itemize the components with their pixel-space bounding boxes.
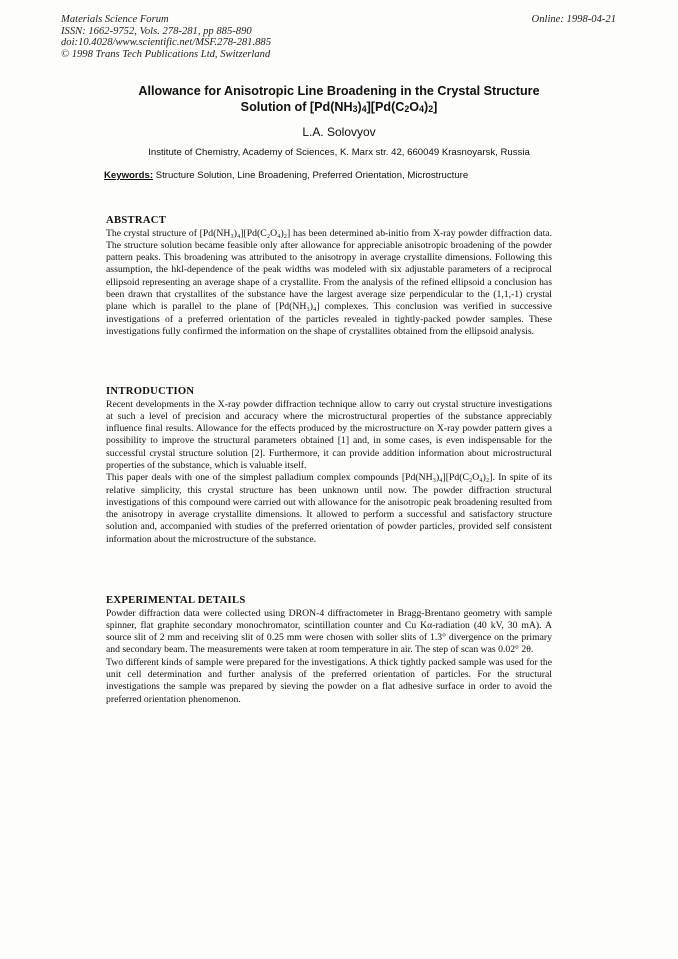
title-line-1: Allowance for Anisotropic Line Broadening in the Crystal Structure (138, 84, 540, 98)
experimental-heading: EXPERIMENTAL DETAILS (106, 595, 246, 606)
keywords-text: Structure Solution, Line Broadening, Preferred Orientation, Microstructure (153, 170, 469, 181)
keywords (104, 170, 468, 181)
paper-title (90, 83, 588, 115)
journal-doi: doi:10.4028/www.scientific.net/MSF.278-281.885 (61, 37, 271, 49)
abstract-text: The crystal structure of [Pd(NH₃)₄][Pd(C₂O₄)₂] has been determined ab-initio from X-ray powder diffraction data. The structure solution became feasible only after allowance for appreciable anisotropic broadening of the powder pattern peaks. This broadening was attributed to the anisotropy in average crystallite dimensions. Following this assumption, the hkl-dependence of the peak widths was modeled with six adjustable parameters of a reciprocal ellipsoid representing an average shape of a crystallite. From the analysis of the refined ellipsoid a conclusion has been drawn that crystallites of the substance have the largest average size perpendicular to the (1,1,-1) crystal plane which is parallel to the plane of [Pd(NH₃)₄] complexes. This conclusion was verified in successive investigations of a preferred orientation of the particles revealed in tightly-packed powder samples. These investigations fully confirmed the information on the shape of crystallites obtained from the ellipsoid analysis. (106, 227, 552, 337)
keywords-label: Keywords: (104, 170, 154, 181)
introduction-paragraph-2: This paper deals with one of the simplest palladium complex compounds [Pd(NH₃)₄][Pd(C₂O₄)₂]. In spite of its relative simplicity, this crystal structure has been unknown until now. The powder diffraction structural investigations of this compound were carried out with allowance for the anisotropic peak broadening resulted from the anisotropy in average crystallite dimensions. It allowed to perform a successful and satisfactory structure solution and, accompanied with studies of the preferred orientation of powder particles, provided self consistent information about the microstructure of the substance. (106, 472, 552, 545)
journal-header (61, 14, 271, 60)
introduction-section (106, 386, 552, 546)
abstract-section (106, 215, 552, 338)
experimental-section (106, 595, 552, 706)
journal-name: Materials Science Forum (61, 14, 169, 25)
online-date: Online: 1998-04-21 (531, 14, 616, 25)
author-affiliation: Institute of Chemistry, Academy of Sciences, K. Marx str. 42, 660049 Krasnoyarsk, Russia (148, 147, 530, 158)
introduction-heading: INTRODUCTION (106, 386, 195, 397)
introduction-paragraph-1: Recent developments in the X-ray powder diffraction technique allow to carry out crystal structure investigations at such a level of precision and accuracy where the microstructural properties of the substance appreciably influence final results. Allowance for the effects produced by the microstructure on X-ray powder pattern gives a possibility to improve the structural parameters obtained [1] and, in some cases, is even indispensable for the successful crystal structure solution [2]. Furthermore, it can provide addition information about microstructural properties of the substance, which is valuable itself. (106, 398, 552, 471)
experimental-paragraph-1: Powder diffraction data were collected using DRON-4 diffractometer in Bragg-Brentano geometry with sample spinner, flat graphite secondary monochromator, scintillation counter and Cu Kα-radiation (40 kV, 30 mA). A source slit of 2 mm and receiving slit of 0.25 mm were chosen with soller slits of 1.3° divergence on the primary and secondary beam. The measurements were taken at room temperature in air. The step of scan was 0.02° 2θ. (106, 607, 552, 656)
journal-issn: ISSN: 1662-9752, Vols. 278-281, pp 885-890 (61, 25, 252, 37)
abstract-heading: ABSTRACT (106, 215, 167, 226)
journal-copyright: © 1998 Trans Tech Publications Ltd, Switzerland (61, 48, 271, 60)
experimental-paragraph-2: Two different kinds of sample were prepared for the investigations. A thick tightly packed sample was used for the unit cell determination and further analysis of the preferred orientation of particles. For the structural investigations the sample was prepared by sieving the powder on a flat adhesive surface in order to avoid the preferred orientation phenomenon. (106, 656, 552, 705)
title-line-2: Solution of $[Pd(NH_3)_4][Pd(C_2O_4)_2]$ (240, 100, 438, 114)
author-name: L.A. Solovyov (302, 125, 376, 139)
